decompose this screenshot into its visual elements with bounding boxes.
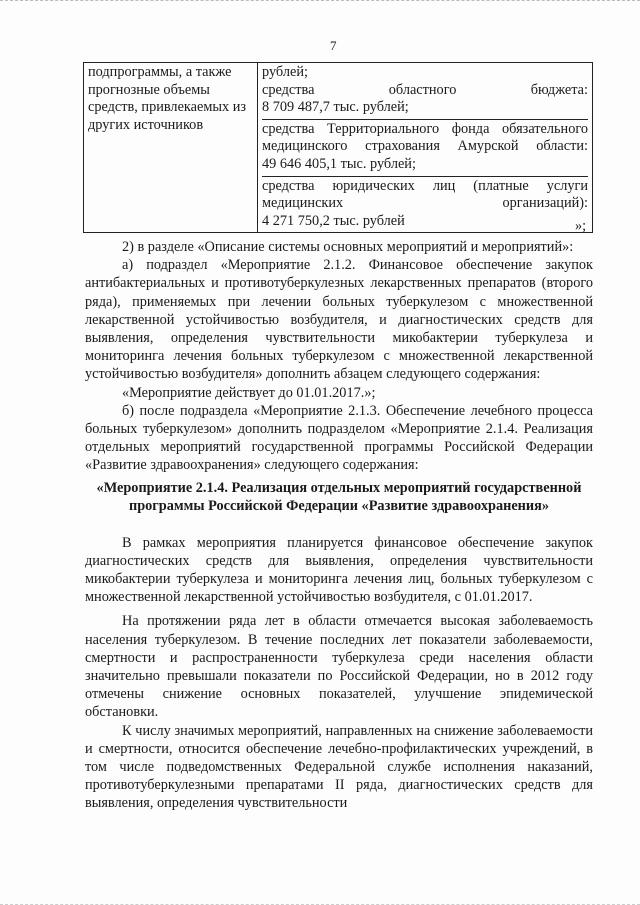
funding-line [262,177,588,233]
funding-text: средства юридических лиц (платные услуги [262,177,588,194]
spacer [85,516,593,534]
funding-text: средства [262,81,315,98]
funding-text: областного [388,81,457,98]
funding-line [262,63,588,120]
paragraph: 2) в разделе «Описание системы основных мероприятий и мероприятий»: [122,239,574,255]
funding-text: бюджета: [530,81,588,98]
funding-text: средства Территориального фонда обязательного [262,120,588,137]
funding-line [262,120,588,177]
table-cell-values [258,63,593,233]
funding-table [83,62,593,233]
document-body [85,238,593,813]
funding-text: медицинского страхования Амурской области: [262,138,588,155]
paragraph: На протяжении ряда лет в области отмечается высокая заболеваемость населения туберкулезом. В течение последних лет показатели заболеваемости, смертности и распространенности туберкулеза среди населения области значительно превышали показатели по Российской Федерации, но в 2012 году отмечены снижение основных показателей, улучшение эпидемической обстановки. [85,613,593,721]
table-row [84,63,593,233]
funding-header-row [262,82,588,100]
paragraph: а) подраздел «Мероприятие 2.1.2. Финансовое обеспечение закупок антибактериальных и противотуберкулезных лекарственных препаратов (второго ряда), применяемых при лечении больных туберкулезом с множественной лекарственной устойчивостью возбудителя, и диагностических средств для выявления, определения чувствительности микобактерии туберкулеза и мониторинга лечения больных туберкулезом с множественной лекарственной устойчивостью возбудителя» дополнить абзацем следующего содержания: [85,257,593,383]
funding-text: медицинских организаций): [262,195,588,212]
funding-amount: 4 271 750,2 тыс. рублей [262,212,405,229]
scan-edge [0,0,640,5]
funding-amount: 8 709 487,7 тыс. рублей; [262,99,409,116]
paragraph: В рамках мероприятия планируется финансовое обеспечение закупок диагностических средств для выявления, определения чувствительности микобактерии туберкулеза и мониторинга лечения лиц, больных туберкулезом с множественной лекарственной устойчивостью возбудителя, с 01.01.2017. [85,534,593,606]
paragraph: К числу значимых мероприятий, направленных на снижение заболеваемости и смертности, относится обеспечение лечебно-профилактических учреждений, в том числе подведомственных Федеральной службе исполнения наказаний, противотуберкулезными препаратами II ряда, диагностических средств для выявления, определения чувствительности [85,722,593,812]
funding-text: рублей; [262,64,308,80]
table-cell-label: подпрограммы, а также прогнозные объемы средств, привлекаемых из других источников [84,63,258,233]
funding-amount: 49 646 405,1 тыс. рублей; [262,155,416,172]
page-number: 7 [330,38,337,53]
paragraph: б) после подраздела «Мероприятие 2.1.3. Обеспечение лечебного процесса больных туберкулезом» дополнить подразделом «Мероприятие 2.1.4. Реализация отдельных мероприятий государственной программы Российской Федерации «Развитие здравоохранения» следующего содержания: [85,402,593,474]
paragraph: «Мероприятие действует до 01.01.2017.»; [122,384,376,401]
closing-quote: »; [575,218,587,234]
section-heading: «Мероприятие 2.1.4. Реализация отдельных мероприятий государственной программы Российской Федерации «Развитие здравоохранения» [96,479,582,515]
